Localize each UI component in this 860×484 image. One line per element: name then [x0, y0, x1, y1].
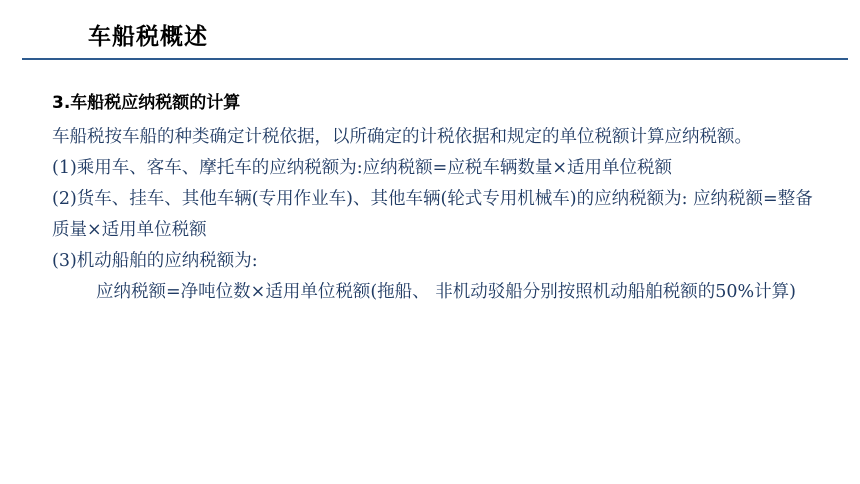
paragraph-basis: 车船税按车船的种类确定计税依据，以所确定的计税依据和规定的单位税额计算应纳税额。 [52, 127, 752, 147]
list-item-passenger-vehicles: (1)乘用车、客车、摩托车的应纳税额为:应纳税额=应税车辆数量×适用单位税额 [52, 158, 673, 178]
title-divider [22, 58, 848, 60]
page-title: 车船税概述 [88, 24, 208, 50]
list-item-trucks-trailers: (2)货车、挂车、其他车辆(专用作业车)、其他车辆(轮式专用机械车)的应纳税额为: 应纳税额=整备质量×适用单位税额 [52, 189, 813, 240]
vessel-formula: 应纳税额=净吨位数×适用单位税额(拖船、 非机动驳船分别按照机动船舶税额的50%计算) [96, 282, 796, 302]
list-item-vessels: (3)机动船舶的应纳税额为: [52, 251, 258, 271]
section-heading: 3.车船税应纳税额的计算 [52, 93, 241, 113]
main-content [52, 88, 822, 308]
